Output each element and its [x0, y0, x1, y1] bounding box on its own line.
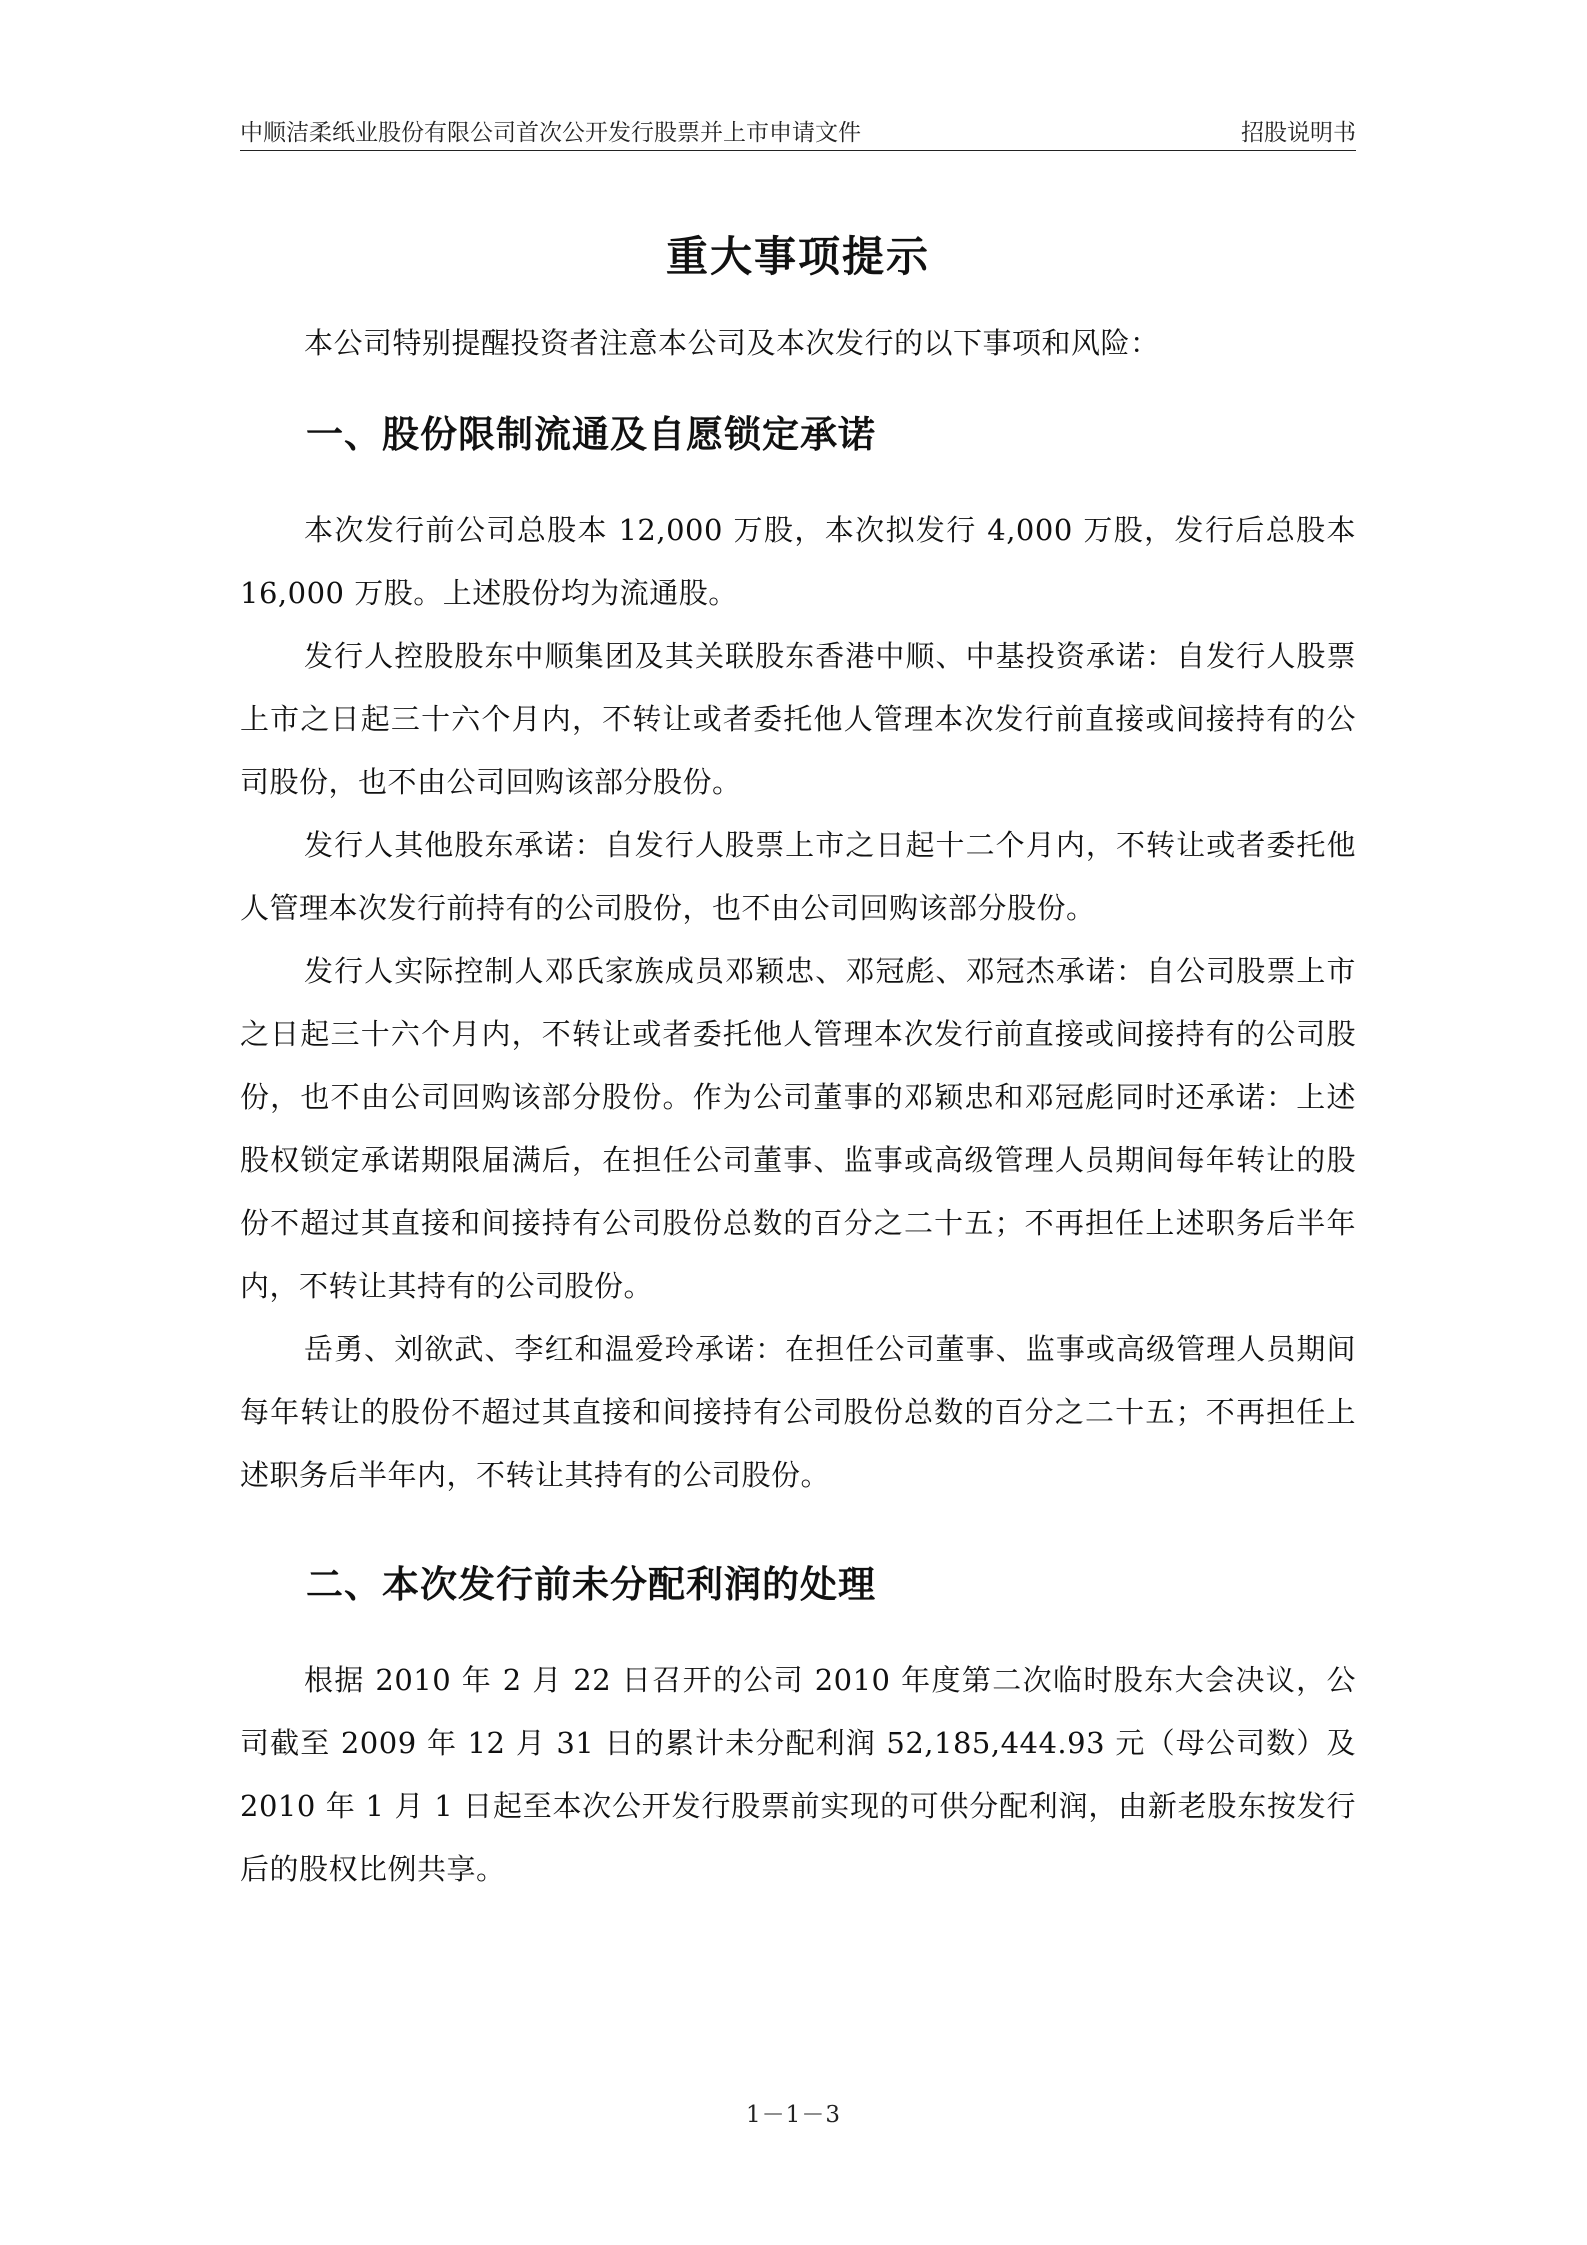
page-content: [240, 222, 1356, 1901]
section-1-heading: 一、股份限制流通及自愿锁定承诺: [306, 413, 876, 456]
section-2-paragraph-1: 根据 2010 年 2 月 22 日召开的公司 2010 年度第二次临时股东大会决议，公司截至 2009 年 12 月 31 日的累计未分配利润 52,185,444.93 元（母公司数）及 2010 年 1 月 1 日起至本次公开发行股票前实现的可供分配利润，由新老股东按发行后的股权比例共享。: [240, 1663, 1356, 1886]
section-1-paragraph-3: 发行人其他股东承诺：自发行人股票上市之日起十二个月内，不转让或者委托他人管理本次发行前持有的公司股份，也不由公司回购该部分股份。: [240, 828, 1356, 925]
section-1-paragraph-1: 本次发行前公司总股本 12,000 万股，本次拟发行 4,000 万股，发行后总股本 16,000 万股。上述股份均为流通股。: [240, 513, 1356, 610]
page-number: 1－1－3: [746, 2102, 841, 2128]
section-1-paragraph-4: 发行人实际控制人邓氏家族成员邓颖忠、邓冠彪、邓冠杰承诺：自公司股票上市之日起三十六个月内，不转让或者委托他人管理本次发行前直接或间接持有的公司股份，也不由公司回购该部分股份。作为公司董事的邓颖忠和邓冠彪同时还承诺：上述股权锁定承诺期限届满后，在担任公司董事、监事或高级管理人员期间每年转让的股份不超过其直接和间接持有公司股份总数的百分之二十五；不再担任上述职务后半年内，不转让其持有的公司股份。: [240, 954, 1356, 1303]
section-1-paragraph-5: 岳勇、刘欲武、李红和温爱玲承诺：在担任公司董事、监事或高级管理人员期间每年转让的股份不超过其直接和间接持有公司股份总数的百分之二十五；不再担任上述职务后半年内，不转让其持有的公司股份。: [240, 1332, 1356, 1492]
header-document-type: 招股说明书: [1241, 120, 1356, 146]
running-header: [240, 112, 1356, 151]
page-title: 重大事项提示: [665, 232, 930, 281]
section-2-heading: 二、本次发行前未分配利润的处理: [306, 1563, 876, 1606]
section-1-paragraph-2: 发行人控股股东中顺集团及其关联股东香港中顺、中基投资承诺：自发行人股票上市之日起三十六个月内，不转让或者委托他人管理本次发行前直接或间接持有的公司股份，也不由公司回购该部分股份。: [240, 639, 1356, 799]
header-document-name: 中顺洁柔纸业股份有限公司首次公开发行股票并上市申请文件: [240, 120, 861, 146]
intro-paragraph: 本公司特别提醒投资者注意本公司及本次发行的以下事项和风险：: [304, 326, 1160, 360]
